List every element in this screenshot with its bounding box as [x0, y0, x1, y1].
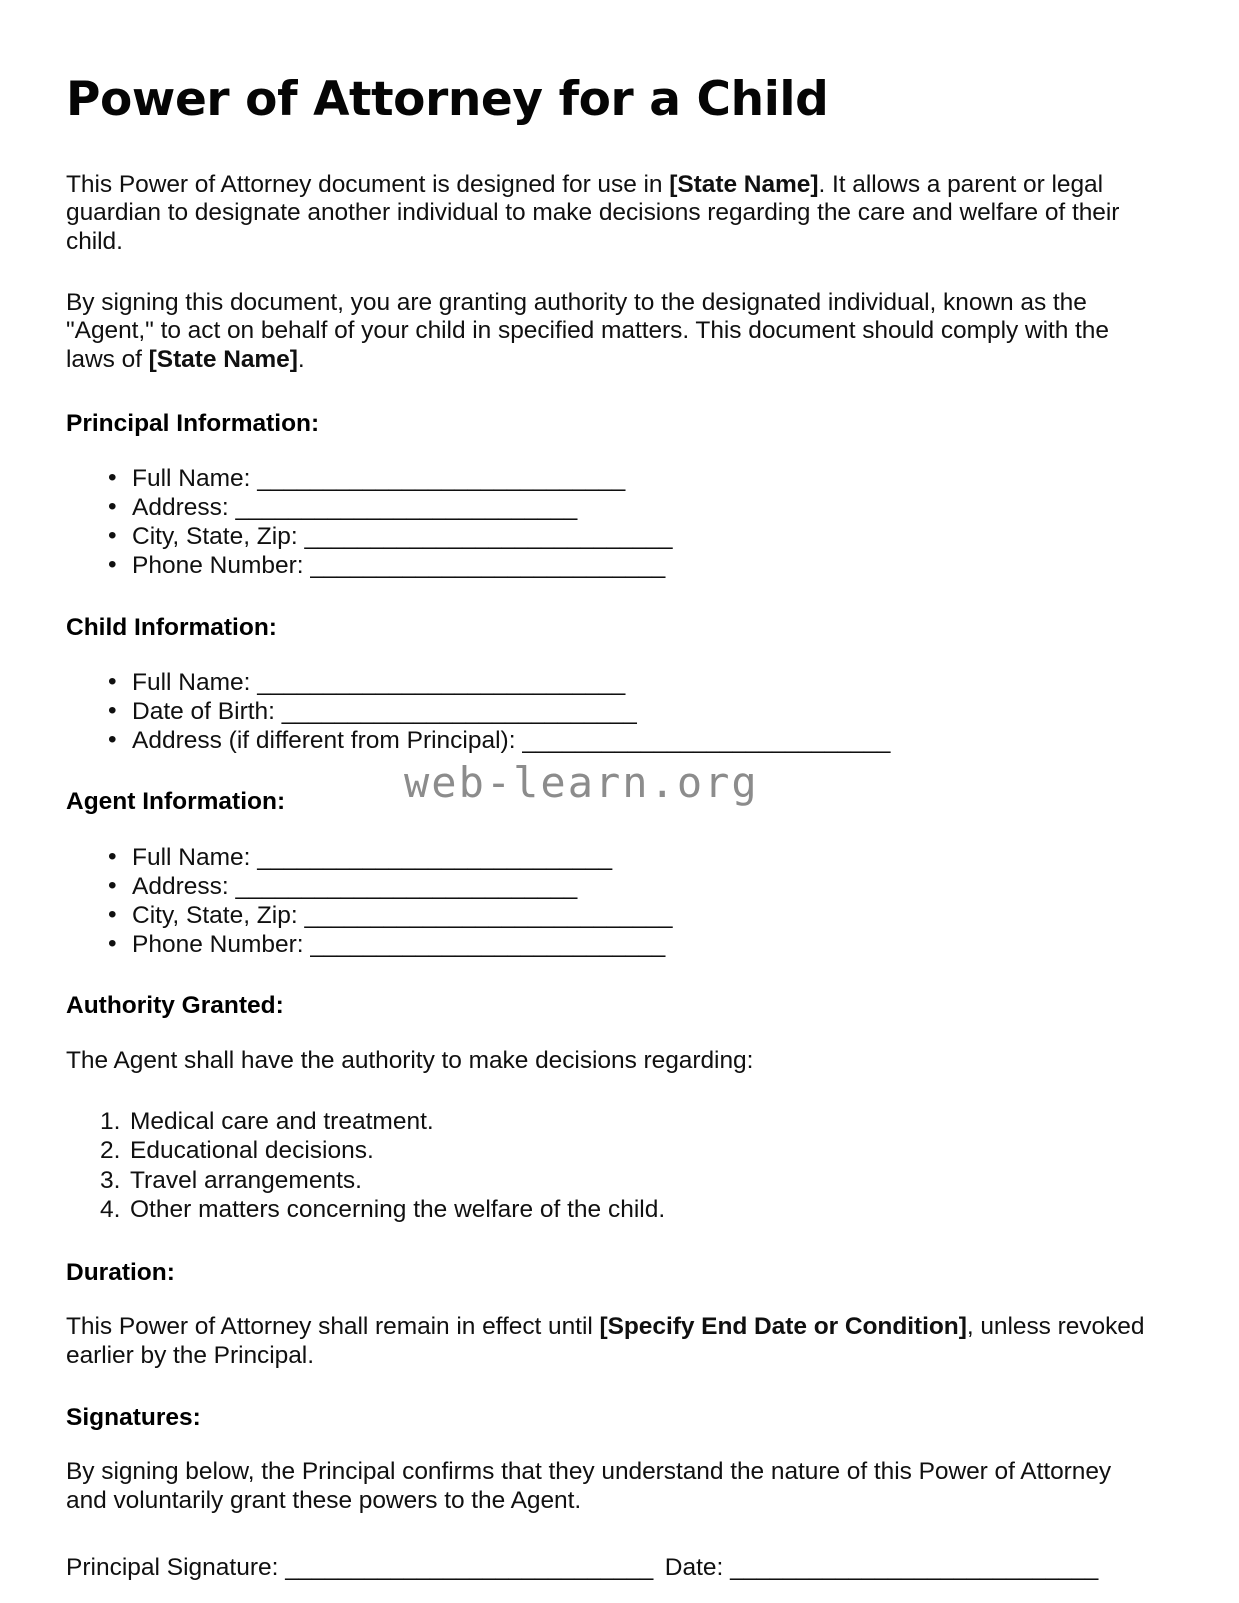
- field-label: Date of Birth:: [132, 698, 282, 726]
- bullet-icon: •: [108, 726, 117, 754]
- field-blank-line[interactable]: ____________________________: [522, 727, 890, 755]
- field-label: Full Name:: [132, 464, 258, 492]
- field-blank-line[interactable]: ___________________________: [281, 698, 637, 726]
- principal-signature-blank[interactable]: ____________________________: [285, 1554, 653, 1582]
- list-item: [102, 464, 1148, 493]
- list-item: [102, 872, 1148, 901]
- list-item: [102, 668, 1148, 697]
- site-watermark: web-learn.org: [404, 758, 759, 807]
- list-item: [102, 930, 1148, 959]
- signatures-statement: By signing below, the Principal confirms that they understand the nature of this Power of Attorney and voluntarily grant these powers to the Agent.: [66, 1457, 1112, 1514]
- date-blank[interactable]: ____________________________: [730, 1554, 1098, 1582]
- section-heading-signatures: Signatures:: [66, 1403, 201, 1431]
- bullet-icon: •: [108, 901, 117, 928]
- field-blank-line[interactable]: ___________________________: [257, 843, 612, 871]
- section-heading-authority: Authority Granted:: [66, 992, 284, 1020]
- intro-paragraph-1: [66, 171, 1148, 257]
- duration-paragraph: [66, 1313, 1148, 1370]
- field-label: Full Name:: [132, 668, 258, 696]
- field-blank-line[interactable]: ___________________________: [310, 552, 665, 580]
- bullet-icon: •: [108, 697, 117, 725]
- field-label: Address:: [132, 494, 236, 522]
- principal-field-list: [66, 464, 1148, 581]
- child-field-list: [66, 668, 1148, 755]
- intro-1-state-placeholder: [State Name]: [669, 170, 819, 198]
- document-body: [66, 74, 1148, 1583]
- field-blank-line[interactable]: __________________________: [235, 494, 577, 522]
- date-label: Date:: [664, 1554, 731, 1582]
- field-label: City, State, Zip:: [132, 523, 305, 551]
- bullet-icon: •: [108, 463, 117, 491]
- bullet-icon: •: [108, 493, 117, 521]
- intro-2-text-before: By signing this document, you are granting authority to the designated individual, known as the "Agent," to act on behalf of your child in specified matters. This document should comply with the laws of: [66, 288, 1109, 373]
- intro-2-state-placeholder: [State Name]: [148, 345, 298, 373]
- field-blank-line[interactable]: __________________________: [235, 872, 577, 900]
- list-item: Other matters concerning the welfare of the child.: [130, 1195, 666, 1223]
- field-label: City, State, Zip:: [132, 902, 305, 929]
- field-blank-line[interactable]: ____________________________: [257, 668, 625, 696]
- section-heading-duration: Duration:: [66, 1258, 175, 1286]
- list-item: [102, 522, 1148, 551]
- list-item: Medical care and treatment.: [130, 1108, 434, 1136]
- bullet-icon: •: [108, 842, 117, 870]
- field-blank-line[interactable]: ____________________________: [304, 523, 672, 551]
- list-item: [102, 697, 1148, 726]
- intro-2-text-after: .: [297, 345, 305, 373]
- field-label: Phone Number:: [132, 552, 311, 580]
- field-label: Address:: [132, 872, 236, 900]
- field-blank-line[interactable]: ___________________________: [310, 931, 665, 959]
- duration-end-date-placeholder: [Specify End Date or Condition]: [599, 1313, 967, 1341]
- list-item: [102, 843, 1148, 872]
- page-title: Power of Attorney for a Child: [66, 72, 829, 127]
- list-item: [102, 493, 1148, 522]
- list-item: Travel arrangements.: [130, 1166, 362, 1194]
- intro-paragraph-2: [66, 289, 1148, 375]
- field-label: Full Name:: [132, 843, 258, 871]
- intro-1-text-before: This Power of Attorney document is designed for use in: [66, 170, 670, 198]
- list-item: Educational decisions.: [130, 1137, 374, 1165]
- authority-list: [66, 1107, 1148, 1224]
- list-item: [102, 901, 1148, 930]
- field-blank-line[interactable]: ____________________________: [304, 902, 672, 929]
- bullet-icon: •: [108, 871, 117, 899]
- principal-signature-label: Principal Signature:: [66, 1554, 286, 1582]
- authority-lead-text: The Agent shall have the authority to make decisions regarding:: [66, 1046, 754, 1074]
- section-heading-principal: Principal Information:: [66, 409, 320, 437]
- list-item: [102, 726, 1148, 755]
- section-heading-agent: Agent Information:: [66, 788, 286, 816]
- bullet-icon: •: [108, 522, 117, 550]
- field-blank-line[interactable]: ____________________________: [257, 464, 625, 492]
- field-label: Phone Number:: [132, 931, 311, 959]
- bullet-icon: •: [108, 667, 117, 695]
- intro-1-text-after: . It allows a parent or legal guardian to designate another individual to make decisions regarding the care and welfare of their child.: [66, 170, 1120, 255]
- bullet-icon: •: [108, 930, 117, 958]
- agent-field-list: [66, 843, 1148, 960]
- signature-line-row: [66, 1553, 1148, 1582]
- duration-text-after: , unless revoked earlier by the Principal.: [66, 1313, 1145, 1369]
- duration-text-before: This Power of Attorney shall remain in effect until: [66, 1313, 600, 1341]
- list-item: [102, 551, 1148, 580]
- section-heading-child: Child Information:: [66, 613, 277, 641]
- field-label: Address (if different from Principal):: [132, 727, 523, 755]
- bullet-icon: •: [108, 551, 117, 579]
